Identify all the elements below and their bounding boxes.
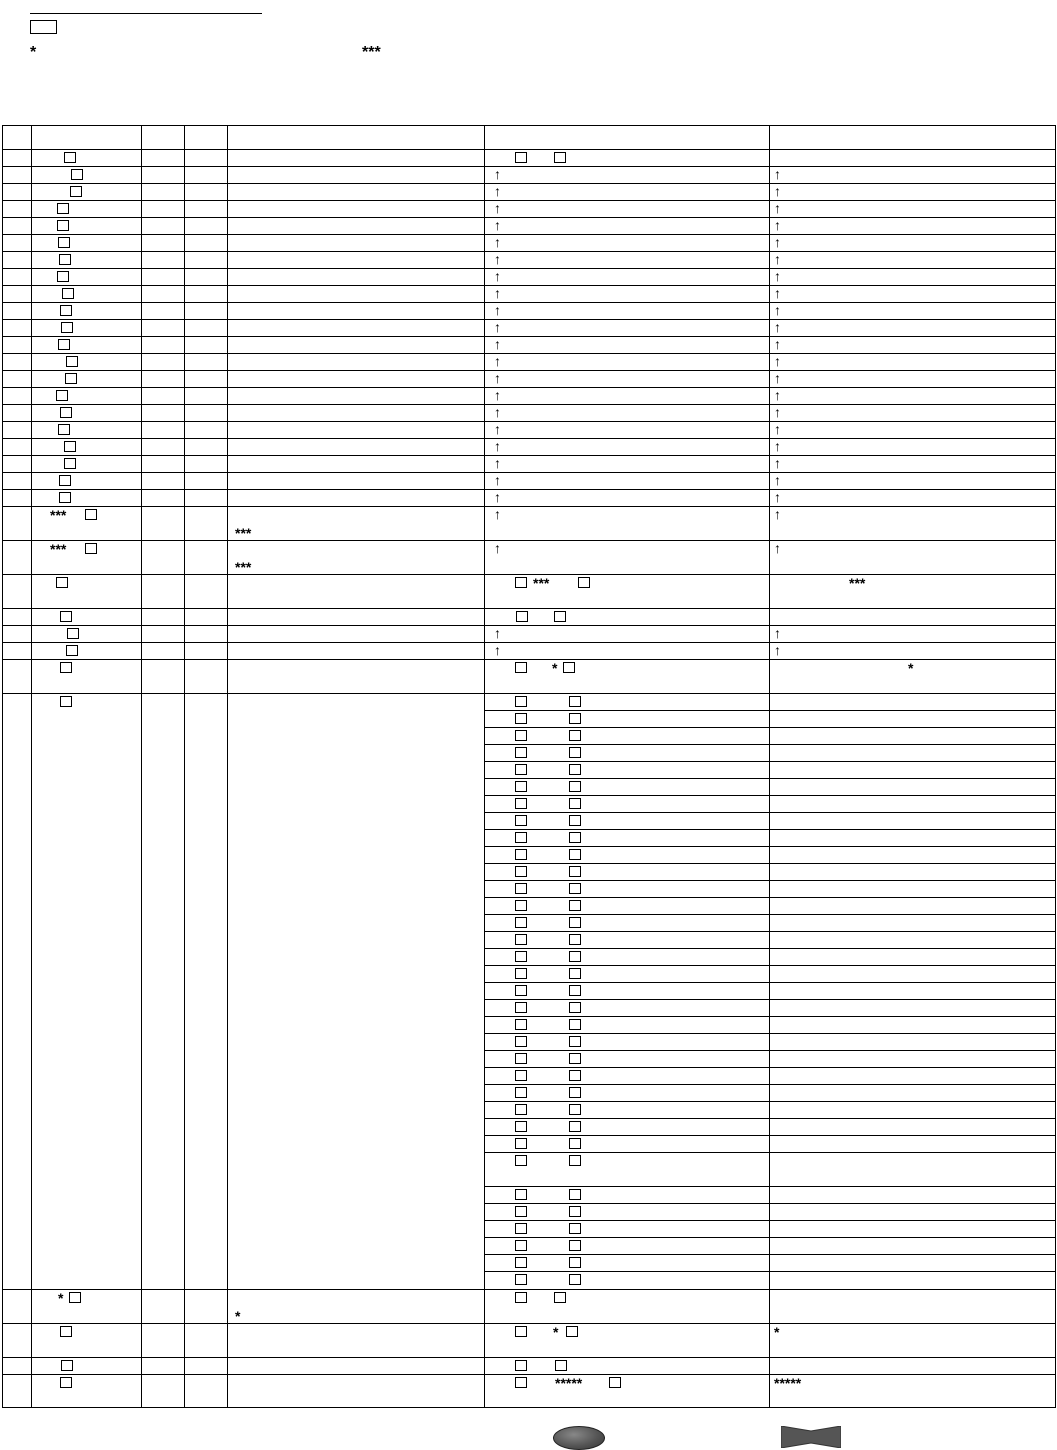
sub-row-divider [484,1050,1055,1051]
up-arrow-icon: ↑ [774,234,781,250]
legend-triple-star: *** [362,44,381,61]
sub-row-divider [484,897,1055,898]
empty-box-icon [609,1377,621,1388]
empty-box-icon [569,815,581,826]
empty-box-icon [515,1326,527,1337]
row-box-icon [62,288,74,299]
row-box-icon [70,186,82,197]
triple-star-marker: *** [849,575,866,591]
empty-box-icon [554,1292,566,1303]
empty-box-icon [515,1189,527,1200]
empty-box-icon [563,662,575,673]
empty-box-icon [515,985,527,996]
empty-box-icon [516,611,528,622]
up-arrow-icon: ↑ [494,200,501,216]
empty-box-icon [69,1292,81,1303]
empty-box-icon [569,900,581,911]
empty-box-icon [515,849,527,860]
legend-single-star: * [30,44,37,61]
row-divider [3,183,1055,184]
empty-box-icon [60,662,72,673]
empty-box-icon [67,628,79,639]
empty-box-icon [566,1326,578,1337]
row-divider [3,693,1055,694]
row-divider [3,268,1055,269]
next-page-button[interactable] [781,1426,841,1448]
empty-box-icon [569,747,581,758]
empty-box-icon [60,1326,72,1337]
row-divider [3,642,1055,643]
sub-row-divider [484,829,1055,830]
empty-box-icon [569,951,581,962]
row-box-icon [59,492,71,503]
sub-row-divider [484,931,1055,932]
sub-row-divider [484,1220,1055,1221]
row-box-icon [60,407,72,418]
sub-row-divider [484,778,1055,779]
row-divider [3,302,1055,303]
empty-box-icon [569,1257,581,1268]
empty-box-icon [569,1138,581,1149]
up-arrow-icon: ↑ [774,438,781,454]
single-star-marker: * [552,660,558,676]
up-arrow-icon: ↑ [774,200,781,216]
up-arrow-icon: ↑ [774,353,781,369]
empty-box-icon [569,1155,581,1166]
sub-row-divider [484,1084,1055,1085]
sub-row-divider [484,1152,1055,1153]
row-divider [3,574,1055,575]
row-box-icon [58,237,70,248]
empty-box-icon [515,832,527,843]
empty-box-icon [515,1121,527,1132]
up-arrow-icon: ↑ [494,251,501,267]
up-arrow-icon: ↑ [774,268,781,284]
row-box-icon [56,390,68,401]
sub-row-divider [484,982,1055,983]
row-divider [3,234,1055,235]
page-button[interactable] [553,1426,605,1450]
row-divider [3,1323,1055,1324]
empty-box-icon [515,1104,527,1115]
sub-row-divider [484,1237,1055,1238]
empty-box-icon [569,1036,581,1047]
up-arrow-icon: ↑ [774,455,781,471]
empty-box-icon [85,509,97,520]
up-arrow-icon: ↑ [494,268,501,284]
empty-box-icon [61,1360,73,1371]
row-box-icon [64,152,76,163]
up-arrow-icon: ↑ [774,387,781,403]
empty-box-icon [515,696,527,707]
row-box-icon [58,339,70,350]
sub-row-divider [484,914,1055,915]
empty-box-icon [515,662,527,673]
single-star-marker: * [774,1324,780,1340]
sub-row-divider [484,1271,1055,1272]
row-divider [3,455,1055,456]
row-box-icon [57,271,69,282]
row-divider [3,659,1055,660]
empty-box-icon [85,543,97,554]
empty-box-icon [515,1138,527,1149]
row-divider [3,353,1055,354]
empty-box-icon [569,696,581,707]
sub-row-divider [484,846,1055,847]
triple-star-marker: *** [533,575,550,591]
row-box-icon [66,356,78,367]
empty-box-icon [569,1104,581,1115]
row-box-icon [59,254,71,265]
up-arrow-icon: ↑ [774,472,781,488]
row-box-icon [65,373,77,384]
empty-box-icon [515,900,527,911]
up-arrow-icon: ↑ [494,540,501,556]
empty-box-icon [56,577,68,588]
up-arrow-icon: ↑ [494,489,501,505]
empty-box-icon [578,577,590,588]
sub-row-divider [484,1067,1055,1068]
empty-box-icon [515,968,527,979]
up-arrow-icon: ↑ [774,319,781,335]
five-star-marker: ***** [774,1375,802,1391]
empty-box-icon [569,798,581,809]
data-table [2,125,1056,1408]
empty-box-icon [66,645,78,656]
row-divider [3,336,1055,337]
empty-box-icon [569,1223,581,1234]
up-arrow-icon: ↑ [494,387,501,403]
sub-row-divider [484,1203,1055,1204]
empty-box-icon [515,1360,527,1371]
empty-box-icon [515,1206,527,1217]
row-divider [3,625,1055,626]
sub-row-divider [484,1254,1055,1255]
empty-box-icon [569,1087,581,1098]
single-star-marker: * [58,1290,64,1306]
row-divider [3,608,1055,609]
row-divider [3,370,1055,371]
up-arrow-icon: ↑ [774,285,781,301]
up-arrow-icon: ↑ [494,472,501,488]
sub-row-divider [484,863,1055,864]
empty-box-icon [569,1002,581,1013]
empty-box-icon [569,1070,581,1081]
sub-row-divider [484,1033,1055,1034]
up-arrow-icon: ↑ [494,302,501,318]
empty-box-icon [515,815,527,826]
row-divider [3,387,1055,388]
empty-box-icon [515,1155,527,1166]
empty-box-icon [515,1019,527,1030]
single-star-marker: * [553,1324,559,1340]
title-underline [30,13,262,14]
up-arrow-icon: ↑ [494,217,501,233]
up-arrow-icon: ↑ [774,302,781,318]
up-arrow-icon: ↑ [774,489,781,505]
empty-box-icon [569,883,581,894]
row-divider [3,472,1055,473]
empty-box-icon [515,730,527,741]
empty-box-icon [515,934,527,945]
empty-box-icon [555,1360,567,1371]
sub-row-divider [484,1186,1055,1187]
row-divider [3,319,1055,320]
triple-star-marker: *** [235,525,252,541]
empty-box-icon [515,917,527,928]
row-box-icon [64,458,76,469]
empty-box-icon [569,1019,581,1030]
up-arrow-icon: ↑ [494,166,501,182]
row-box-icon [59,475,71,486]
up-arrow-icon: ↑ [774,540,781,556]
up-arrow-icon: ↑ [494,625,501,641]
up-arrow-icon: ↑ [774,370,781,386]
up-arrow-icon: ↑ [494,234,501,250]
empty-box-icon [569,832,581,843]
sub-row-divider [484,744,1055,745]
empty-box-icon [569,917,581,928]
up-arrow-icon: ↑ [774,421,781,437]
row-divider [3,404,1055,405]
empty-box-icon [569,1053,581,1064]
sub-row-divider [484,727,1055,728]
sub-row-divider [484,795,1055,796]
empty-box-icon [569,968,581,979]
up-arrow-icon: ↑ [494,506,501,522]
empty-box-icon [569,730,581,741]
row-divider [3,285,1055,286]
empty-box-icon [569,764,581,775]
up-arrow-icon: ↑ [774,625,781,641]
sub-row-divider [484,965,1055,966]
up-arrow-icon: ↑ [774,404,781,420]
sub-row-divider [484,1101,1055,1102]
row-divider [3,506,1055,507]
empty-box-icon [569,1121,581,1132]
sub-row-divider [484,999,1055,1000]
up-arrow-icon: ↑ [494,370,501,386]
empty-box-icon [569,849,581,860]
empty-box-icon [515,577,527,588]
up-arrow-icon: ↑ [774,183,781,199]
sub-row-divider [484,761,1055,762]
empty-box-icon [30,20,57,34]
row-box-icon [61,322,73,333]
row-box-icon [57,220,69,231]
row-divider [3,421,1055,422]
empty-box-icon [569,1189,581,1200]
empty-box-icon [515,1240,527,1251]
row-divider [3,200,1055,201]
sub-row-divider [484,948,1055,949]
empty-box-icon [515,1257,527,1268]
up-arrow-icon: ↑ [494,455,501,471]
single-star-marker: * [235,1308,241,1324]
row-box-icon [58,424,70,435]
up-arrow-icon: ↑ [774,251,781,267]
legend-box-marker [30,18,57,36]
sub-row-divider [484,1016,1055,1017]
empty-box-icon [515,1274,527,1285]
empty-box-icon [515,1292,527,1303]
up-arrow-icon: ↑ [494,438,501,454]
triple-star-marker: *** [50,507,67,523]
empty-box-icon [515,1036,527,1047]
empty-box-icon [569,781,581,792]
sub-row-divider [484,1135,1055,1136]
row-box-icon [57,203,69,214]
row-box-icon [64,441,76,452]
up-arrow-icon: ↑ [494,421,501,437]
five-star-marker: ***** [555,1375,583,1391]
empty-box-icon [515,713,527,724]
up-arrow-icon: ↑ [494,183,501,199]
row-divider [3,438,1055,439]
empty-box-icon [569,985,581,996]
empty-box-icon [515,152,527,163]
up-arrow-icon: ↑ [774,336,781,352]
up-arrow-icon: ↑ [494,285,501,301]
up-arrow-icon: ↑ [494,336,501,352]
row-box-icon [71,169,83,180]
up-arrow-icon: ↑ [774,166,781,182]
empty-box-icon [515,798,527,809]
empty-box-icon [515,1070,527,1081]
empty-box-icon [515,951,527,962]
up-arrow-icon: ↑ [494,353,501,369]
sub-row-divider [484,812,1055,813]
empty-box-icon [569,713,581,724]
triple-star-marker: *** [235,559,252,575]
triple-star-marker: *** [50,541,67,557]
empty-box-icon [569,1274,581,1285]
empty-box-icon [515,1223,527,1234]
empty-box-icon [515,1087,527,1098]
empty-box-icon [60,611,72,622]
empty-box-icon [515,1002,527,1013]
up-arrow-icon: ↑ [774,642,781,658]
empty-box-icon [515,747,527,758]
empty-box-icon [515,764,527,775]
empty-box-icon [60,1377,72,1388]
row-divider [3,540,1055,541]
empty-box-icon [515,1377,527,1388]
row-divider [3,251,1055,252]
single-star-marker: * [908,660,914,676]
empty-box-icon [569,1240,581,1251]
empty-box-icon [569,934,581,945]
row-divider [3,149,1055,150]
empty-box-icon [515,1053,527,1064]
empty-box-icon [554,152,566,163]
empty-box-icon [515,883,527,894]
row-box-icon [60,305,72,316]
row-divider [3,217,1055,218]
row-divider [3,489,1055,490]
up-arrow-icon: ↑ [494,319,501,335]
up-arrow-icon: ↑ [494,404,501,420]
empty-box-icon [515,781,527,792]
up-arrow-icon: ↑ [494,642,501,658]
row-divider [3,166,1055,167]
empty-box-icon [569,1206,581,1217]
up-arrow-icon: ↑ [774,506,781,522]
empty-box-icon [515,866,527,877]
empty-box-icon [554,611,566,622]
sub-row-divider [484,880,1055,881]
row-divider [3,1289,1055,1290]
row-divider [3,1357,1055,1358]
sub-row-divider [484,710,1055,711]
up-arrow-icon: ↑ [774,217,781,233]
empty-box-icon [60,696,72,707]
sub-row-divider [484,1118,1055,1119]
empty-box-icon [569,866,581,877]
row-divider [3,1374,1055,1375]
